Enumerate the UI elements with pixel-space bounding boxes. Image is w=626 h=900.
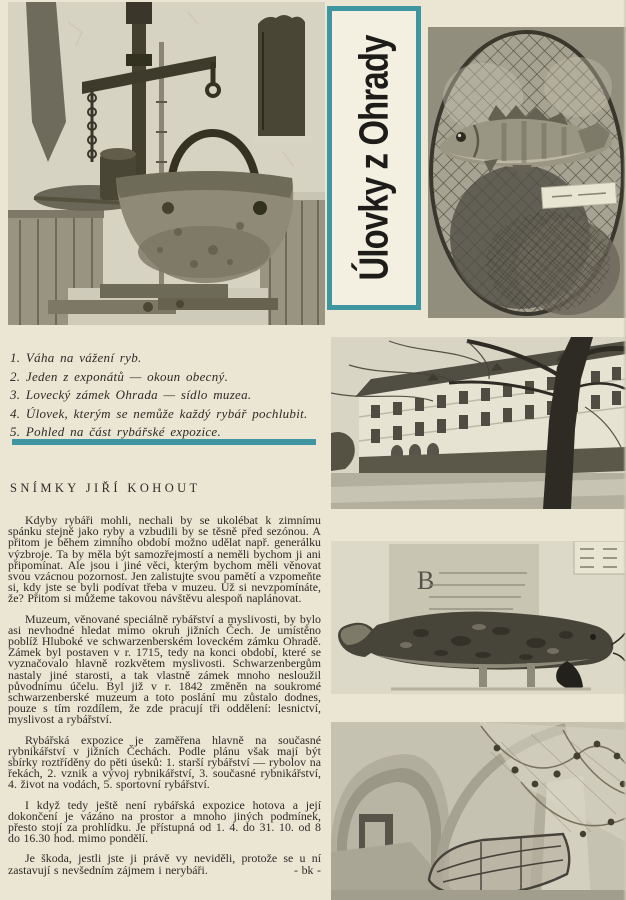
- panel-initial: B: [417, 566, 435, 595]
- paragraph: I když tedy ještě není rybářská expozice hotova a její dokončení je vázáno na prostor a mnoho jiných podmínek, přesto stojí za prohlídku. Je přístupná od 1. 4. do 31. 10. od 8 do 16.30 hod. mimo pondělí.: [8, 797, 321, 846]
- photo-credit: SNÍMKY JIŘÍ KOHOUT: [10, 481, 201, 495]
- page-title: Úlovky z Ohrady: [350, 35, 397, 281]
- fish-scale-illustration: [8, 2, 325, 325]
- photo-exposition-interior: [331, 722, 626, 900]
- specimen-label: [541, 182, 616, 208]
- exposition-illustration: [331, 722, 626, 900]
- paragraph: Muzeum, věnované speciálně rybářství a myslivosti, by bylo asi nevhodné hledat mimo okruh jižních Čech. Je umístěno poblíž Hluboké ve schwarzenberském loveckém zámku Ohradě. Zámek byl postaven v r. 1715, tedy na konci období, které se vyznačovalo hlavně rozkvětem myslivosti. Schwarzenbergům nastaly jiné starosti, a tak vlastně zámek mnoho nesloužil původnímu účelu. Byl již v r. 1842 změněn na soukromé schwarzenberské muzeum a toto poslání mu zůstalo dodnes, pouze s tím rozdílem, že zde pracují tři oddělení: lesnictví, myslivost a rybářství.: [8, 611, 321, 727]
- author-signature: - bk -: [294, 862, 321, 877]
- paragraph: Rybářská expozice je zaměřena hlavně na současné rybnikářství v jižních Čechách. Podle plánu však mají být sbírky roztříděny do pěti úseků: 1. starší rybářství — rybolov na řekách, 2. vznik a vývoj rybnikářství, 3. současné rybnikářství, 4. život na vodách, 5. sportovní rybářství.: [8, 732, 321, 792]
- article-text: Je škoda, jestli jste ji právě vy neviděli, protože se u ní zastavují s nevšedním zájmem i nerybáři.: [8, 851, 321, 877]
- paragraph: Kdyby rybáři mohli, nechali by se ukolébat k zimnímu spánku stejně jako ryby a vzbudili by se těsně před sezónou. A přitom je během zimního období možno udělat např. generálku výzbroje. Ta by měla být samozřejmostí a neměli bychom ji ani připomínat. Ale jsou i jiné věci, kterým bychom měli věnovat svou vzácnou pozornost. Jen zalistujte svou pamětí a vzpomeňte si, kdy jste se byli podívat třeba v muzeu. Už si nevzpomínáte, že? Přitom si můžeme takovou návštěvu alespoň naplánovat.: [8, 513, 321, 606]
- caption-item: 2. Jeden z exponátů — okoun obecný.: [10, 368, 229, 384]
- floor-strip: [331, 890, 626, 900]
- castle-illustration: [331, 337, 626, 509]
- paragraph: [8, 853, 321, 875]
- photo-ohrada-castle: [331, 337, 626, 509]
- caption-item: 4. Úlovek, kterým se nemůže každý rybář pochlubit.: [10, 405, 308, 421]
- perch-illustration: [428, 27, 626, 318]
- photo-catfish-specimen: [331, 541, 626, 694]
- caption-item: 5. Pohled na část rybářské expozice.: [10, 424, 222, 440]
- data-card: [574, 541, 626, 574]
- title-box: [327, 6, 421, 310]
- article-body: [8, 515, 321, 885]
- photo-fish-scale: [8, 2, 325, 325]
- catfish-illustration: [331, 541, 626, 694]
- caption-item: 3. Lovecký zámek Ohrada — sídlo muzea.: [10, 387, 252, 403]
- caption-item: 1. Váha na vážení ryb.: [10, 350, 142, 365]
- wall-cabinet: [254, 15, 312, 143]
- teal-divider-rule: [12, 439, 316, 445]
- caption-list: [10, 349, 324, 442]
- photo-perch-in-net: [428, 27, 626, 318]
